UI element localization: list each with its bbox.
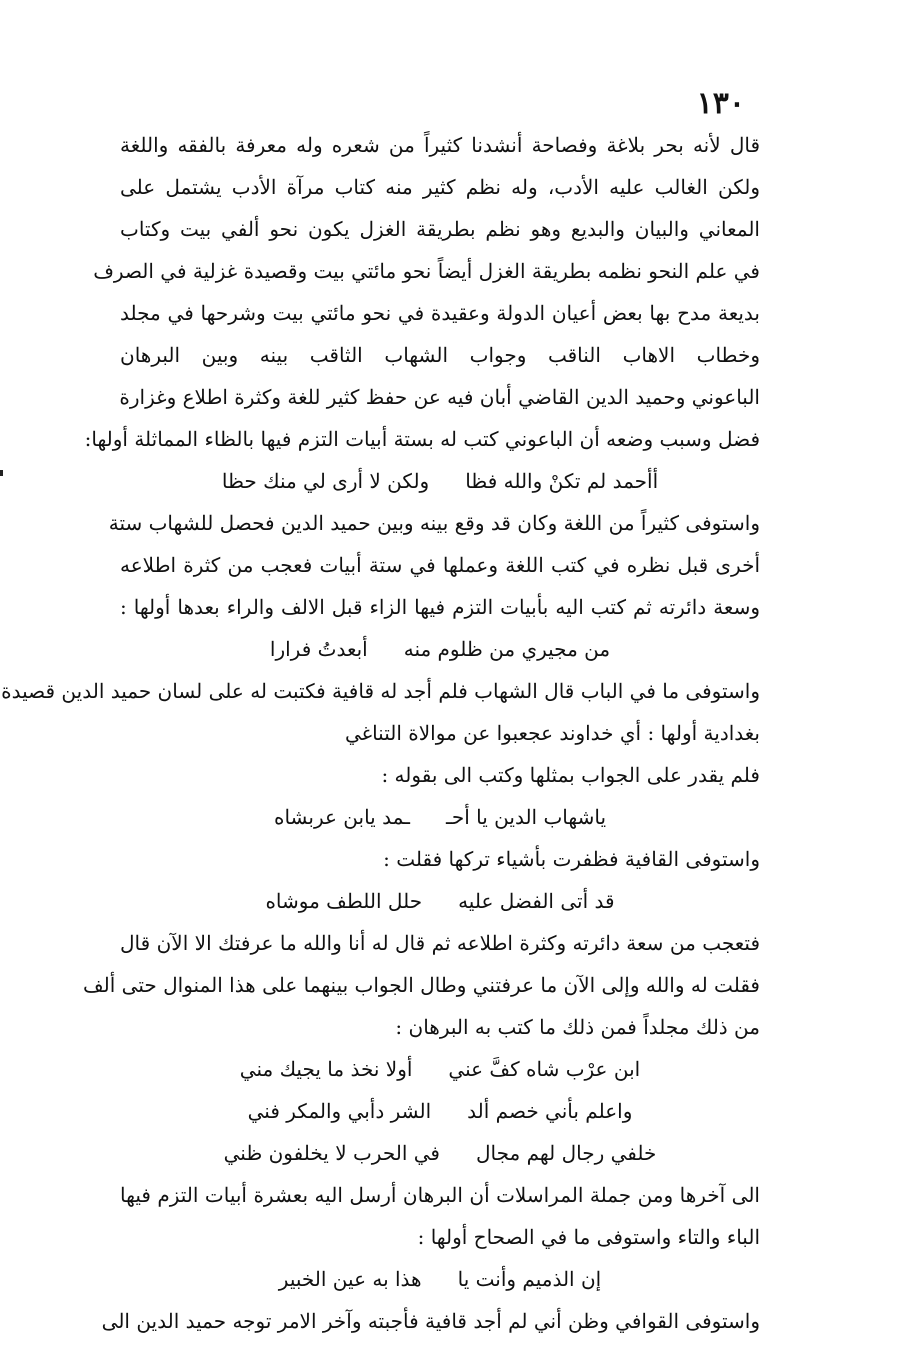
verse-line xyxy=(120,880,760,922)
hemistich: ابن عرْب شاه كفَّ عني xyxy=(448,1057,641,1081)
prose-line: فقلت له والله وإلى الآن ما عرفتني وطال الجواب بينهما على هذا المنوال حتى ألف xyxy=(82,973,760,997)
page-edge-mark xyxy=(0,470,3,476)
hemistich: إن الذميم وأنت يا xyxy=(457,1267,602,1291)
prose-line-short: الباء والتاء واستوفى ما في الصحاح أولها : xyxy=(417,1225,760,1249)
hemistich: خلفي رجال لهم مجال xyxy=(476,1141,657,1165)
hemistich: من مجيري من ظلوم منه xyxy=(403,637,611,661)
prose-line: المعاني والبيان والبديع وهو نظم بطريقة الغزل يكون نحو ألفي بيت وكتاب xyxy=(120,217,760,241)
prose-line-short: بغدادية أولها : أي خداوند عجعبوا عن موالاة التناغي xyxy=(344,721,760,745)
prose-line: في علم النحو نظمه بطريقة الغزل أيضاً نحو مائتي بيت وقصيدة غزلية في الصرف xyxy=(93,259,760,283)
page-number: ١٣٠ xyxy=(696,86,745,121)
verse-line xyxy=(120,460,760,502)
hemistich: في الحرب لا يخلفون ظني xyxy=(223,1141,440,1165)
body-text xyxy=(1,124,760,1342)
prose-line: وسعة دائرته ثم كتب اليه بأبيات التزم فيها الزاء قبل الالف والراء بعدها أولها : xyxy=(120,595,760,619)
verse-line xyxy=(120,796,760,838)
hemistich: ياشهاب الدين يا أحـ xyxy=(446,805,607,829)
prose-line: الى آخرها ومن جملة المراسلات أن البرهان أرسل اليه بعشرة أبيات التزم فيها xyxy=(120,1183,760,1207)
prose-line: فتعجب من سعة دائرته وكثرة اطلاعه ثم قال له أنا والله ما عرفتك الا الآن قال xyxy=(120,931,760,955)
prose-line: ولكن الغالب عليه الأدب، وله نظم كثير منه كتاب مرآة الأدب يشتمل على xyxy=(120,175,760,199)
hemistich: أبعدتُ فرارا xyxy=(269,637,368,661)
hemistich: ـمد يابن عربشاه xyxy=(273,805,411,829)
prose-line: واستوفى كثيراً من اللغة وكان قد وقع بينه وبين حميد الدين فحصل للشهاب ستة xyxy=(108,511,760,535)
prose-line: واستوفى ما في الباب قال الشهاب فلم أجد له قافية فكتبت له على لسان حميد الدين قصيدة xyxy=(1,679,760,703)
verse-line xyxy=(120,1048,760,1090)
hemistich: ولكن لا أرى لي منك حظا xyxy=(221,469,430,493)
prose-line: بديعة مدح بها بعض أعيان الدولة وعقيدة في نحو مائتي بيت وشرحها في مجلد xyxy=(120,301,760,325)
verse-line xyxy=(120,1090,760,1132)
prose-line-short: من ذلك مجلداً فمن ذلك ما كتب به البرهان : xyxy=(395,1015,760,1039)
hemistich: قد أتى الفضل عليه xyxy=(458,889,615,913)
hemistich: واعلم بأني خصم ألد xyxy=(467,1099,633,1123)
hemistich: حلل اللطف موشاه xyxy=(265,889,423,913)
prose-line: فضل وسبب وضعه أن الباعوني كتب له بستة أبيات التزم فيها بالظاء المماثلة أولها: xyxy=(84,427,760,451)
hemistich: هذا به عين الخبير xyxy=(278,1267,422,1291)
prose-line-short: واستوفى القافية فظفرت بأشياء تركها فقلت : xyxy=(383,847,760,871)
hemistich: الشر دأبي والمكر فني xyxy=(247,1099,432,1123)
prose-line: أخرى قبل نظره في كتب اللغة وعملها في ستة أبيات فعجب من كثرة اطلاعه xyxy=(120,553,760,577)
prose-line: وخطاب الاهاب الناقب وجواب الشهاب الثاقب بينه وبين البرهان xyxy=(120,343,760,367)
hemistich: أأحمد لم تكنْ والله فظا xyxy=(465,469,659,493)
verse-line xyxy=(120,1258,760,1300)
prose-line-short: فلم يقدر على الجواب بمثلها وكتب الى بقوله : xyxy=(381,763,760,787)
verse-line xyxy=(120,628,760,670)
prose-line: واستوفى القوافي وظن أني لم أجد قافية فأجبته وآخر الامر توجه حميد الدين الى xyxy=(101,1309,760,1333)
verse-line xyxy=(120,1132,760,1174)
prose-line: قال لأنه بحر بلاغة وفصاحة أنشدنا كثيراً من شعره وله معرفة بالفقه واللغة xyxy=(120,133,760,157)
prose-line: الباعوني وحميد الدين القاضي أبان فيه عن حفظ كثير للغة وكثرة اطلاع وغزارة xyxy=(119,385,760,409)
hemistich: أولا نخذ ما يجيك مني xyxy=(239,1057,413,1081)
